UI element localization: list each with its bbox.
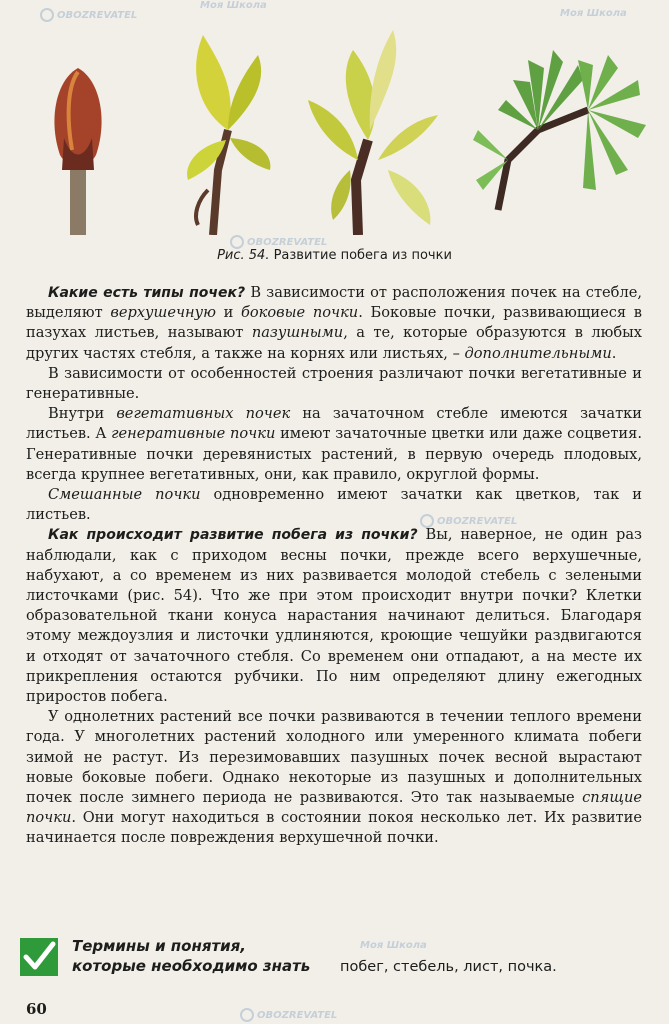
- watermark-logo-icon: [40, 8, 54, 22]
- body-text: [26, 283, 642, 849]
- bud-opening-image: [158, 20, 278, 235]
- watermark-logo-icon: [240, 1008, 254, 1022]
- question-heading: Как происходит развитие побега из почки?: [48, 527, 418, 544]
- term-italic: спящие почки: [26, 789, 642, 827]
- text-run: . Они могут находиться в состоянии покоя несколько лет. Их развитие начинается после повреждения верхушечной почки.: [26, 809, 642, 847]
- terms-heading: [72, 936, 310, 976]
- text-run: и: [215, 304, 241, 322]
- text-run: Внутри: [48, 405, 117, 423]
- terms-list: побег, стебель, лист, почка.: [340, 959, 557, 975]
- caption-label: Рис. 54.: [217, 248, 270, 263]
- text-run: одновременно имеют зачатки как цветков, так и листьев.: [26, 486, 642, 524]
- paragraph: [26, 404, 642, 485]
- watermark: Моя Школа: [200, 0, 267, 11]
- paragraph: [26, 364, 642, 404]
- watermark: OBOZREVATEL: [40, 8, 137, 22]
- text-run: В зависимости от расположения почек на стебле, выделяют: [26, 284, 642, 322]
- figure-54: [28, 20, 648, 235]
- text-run: . Боковые почки, развивающиеся в пазухах листьев, называют: [26, 304, 642, 342]
- text-run: У однолетних растений все почки развиваются в течении теплого времени года. У многолетних растений холодного или умеренного климата побеги зимой не растут. Из перезимовавших пазушных почек весной вырастают новые боковые побеги. Однако некоторые из пазушных и дополнительных почек после зимнего периода не развиваются. Это так называемые: [26, 708, 642, 807]
- paragraph: [26, 485, 642, 525]
- paragraph: [26, 283, 642, 364]
- term-italic: боковые почки: [240, 304, 359, 322]
- leafy-shoot-image: [468, 20, 658, 235]
- text-run: Вы, наверное, не один раз наблюдали, как с приходом весны почки, прежде всего верхушечные, набухают, а со временем из них развивается молодой стебель с зелеными листочками (рис. 54). Что же при этом происходит внутри почки? Клетки образовательной ткани конуса нарастания начинают делиться. Благодаря этому междоузлия и листочки удлиняются, кроющие чешуйки раздвигаются и отходят от зачаточного стебля. Со временем они отпадают, а на месте их прикрепления остаются рубчики. По ним определяют длину ежегодных приростов побега.: [26, 526, 642, 706]
- text-run: В зависимости от особенностей строения различают почки вегетативные и генеративные.: [26, 364, 642, 403]
- watermark: OBOZREVATEL: [420, 514, 517, 528]
- watermark: OBOZREVATEL: [230, 235, 327, 249]
- watermark: Моя Школа: [560, 8, 627, 19]
- paragraph: [26, 707, 642, 848]
- text-run: .: [611, 344, 617, 362]
- term-italic: верхушечную: [110, 304, 216, 322]
- term-italic: пазушными: [251, 324, 344, 342]
- text-run: на зачаточном стебле имеются зачатки листьев. А: [26, 405, 642, 443]
- question-heading: Какие есть типы почек?: [48, 285, 246, 301]
- term-italic: Смешанные почки: [48, 486, 201, 504]
- watermark-logo-icon: [230, 235, 244, 249]
- term-italic: вегетативных почек: [116, 405, 291, 423]
- young-shoot-image: [298, 20, 448, 235]
- term-italic: дополнительными: [464, 344, 612, 362]
- watermark: Моя Школа: [360, 940, 427, 951]
- watermark-logo-icon: [420, 514, 434, 528]
- caption-text: Развитие побега из почки: [273, 248, 452, 263]
- bud-closed-image: [38, 20, 118, 235]
- page-number: 60: [26, 1000, 47, 1018]
- paragraph: [26, 525, 642, 707]
- checkmark-icon: [20, 938, 58, 976]
- terms-heading-line2: которые необходимо знать: [72, 957, 311, 975]
- term-italic: генеративные почки: [111, 425, 276, 443]
- terms-heading-line1: Термины и понятия,: [72, 937, 246, 955]
- terms-box: [20, 936, 650, 978]
- figure-caption: [0, 248, 669, 263]
- text-run: имеют зачаточные цветки или даже соцветия. Генеративные почки деревянистых растений, в первую очередь плодовых, всегда крупнее вегетативных, они, как правило, округлой формы.: [26, 425, 642, 483]
- text-run: , а те, которые образуются в любых других частях стебля, а также на корнях или листьях, –: [26, 324, 642, 362]
- watermark: OBOZREVATEL: [240, 1008, 337, 1022]
